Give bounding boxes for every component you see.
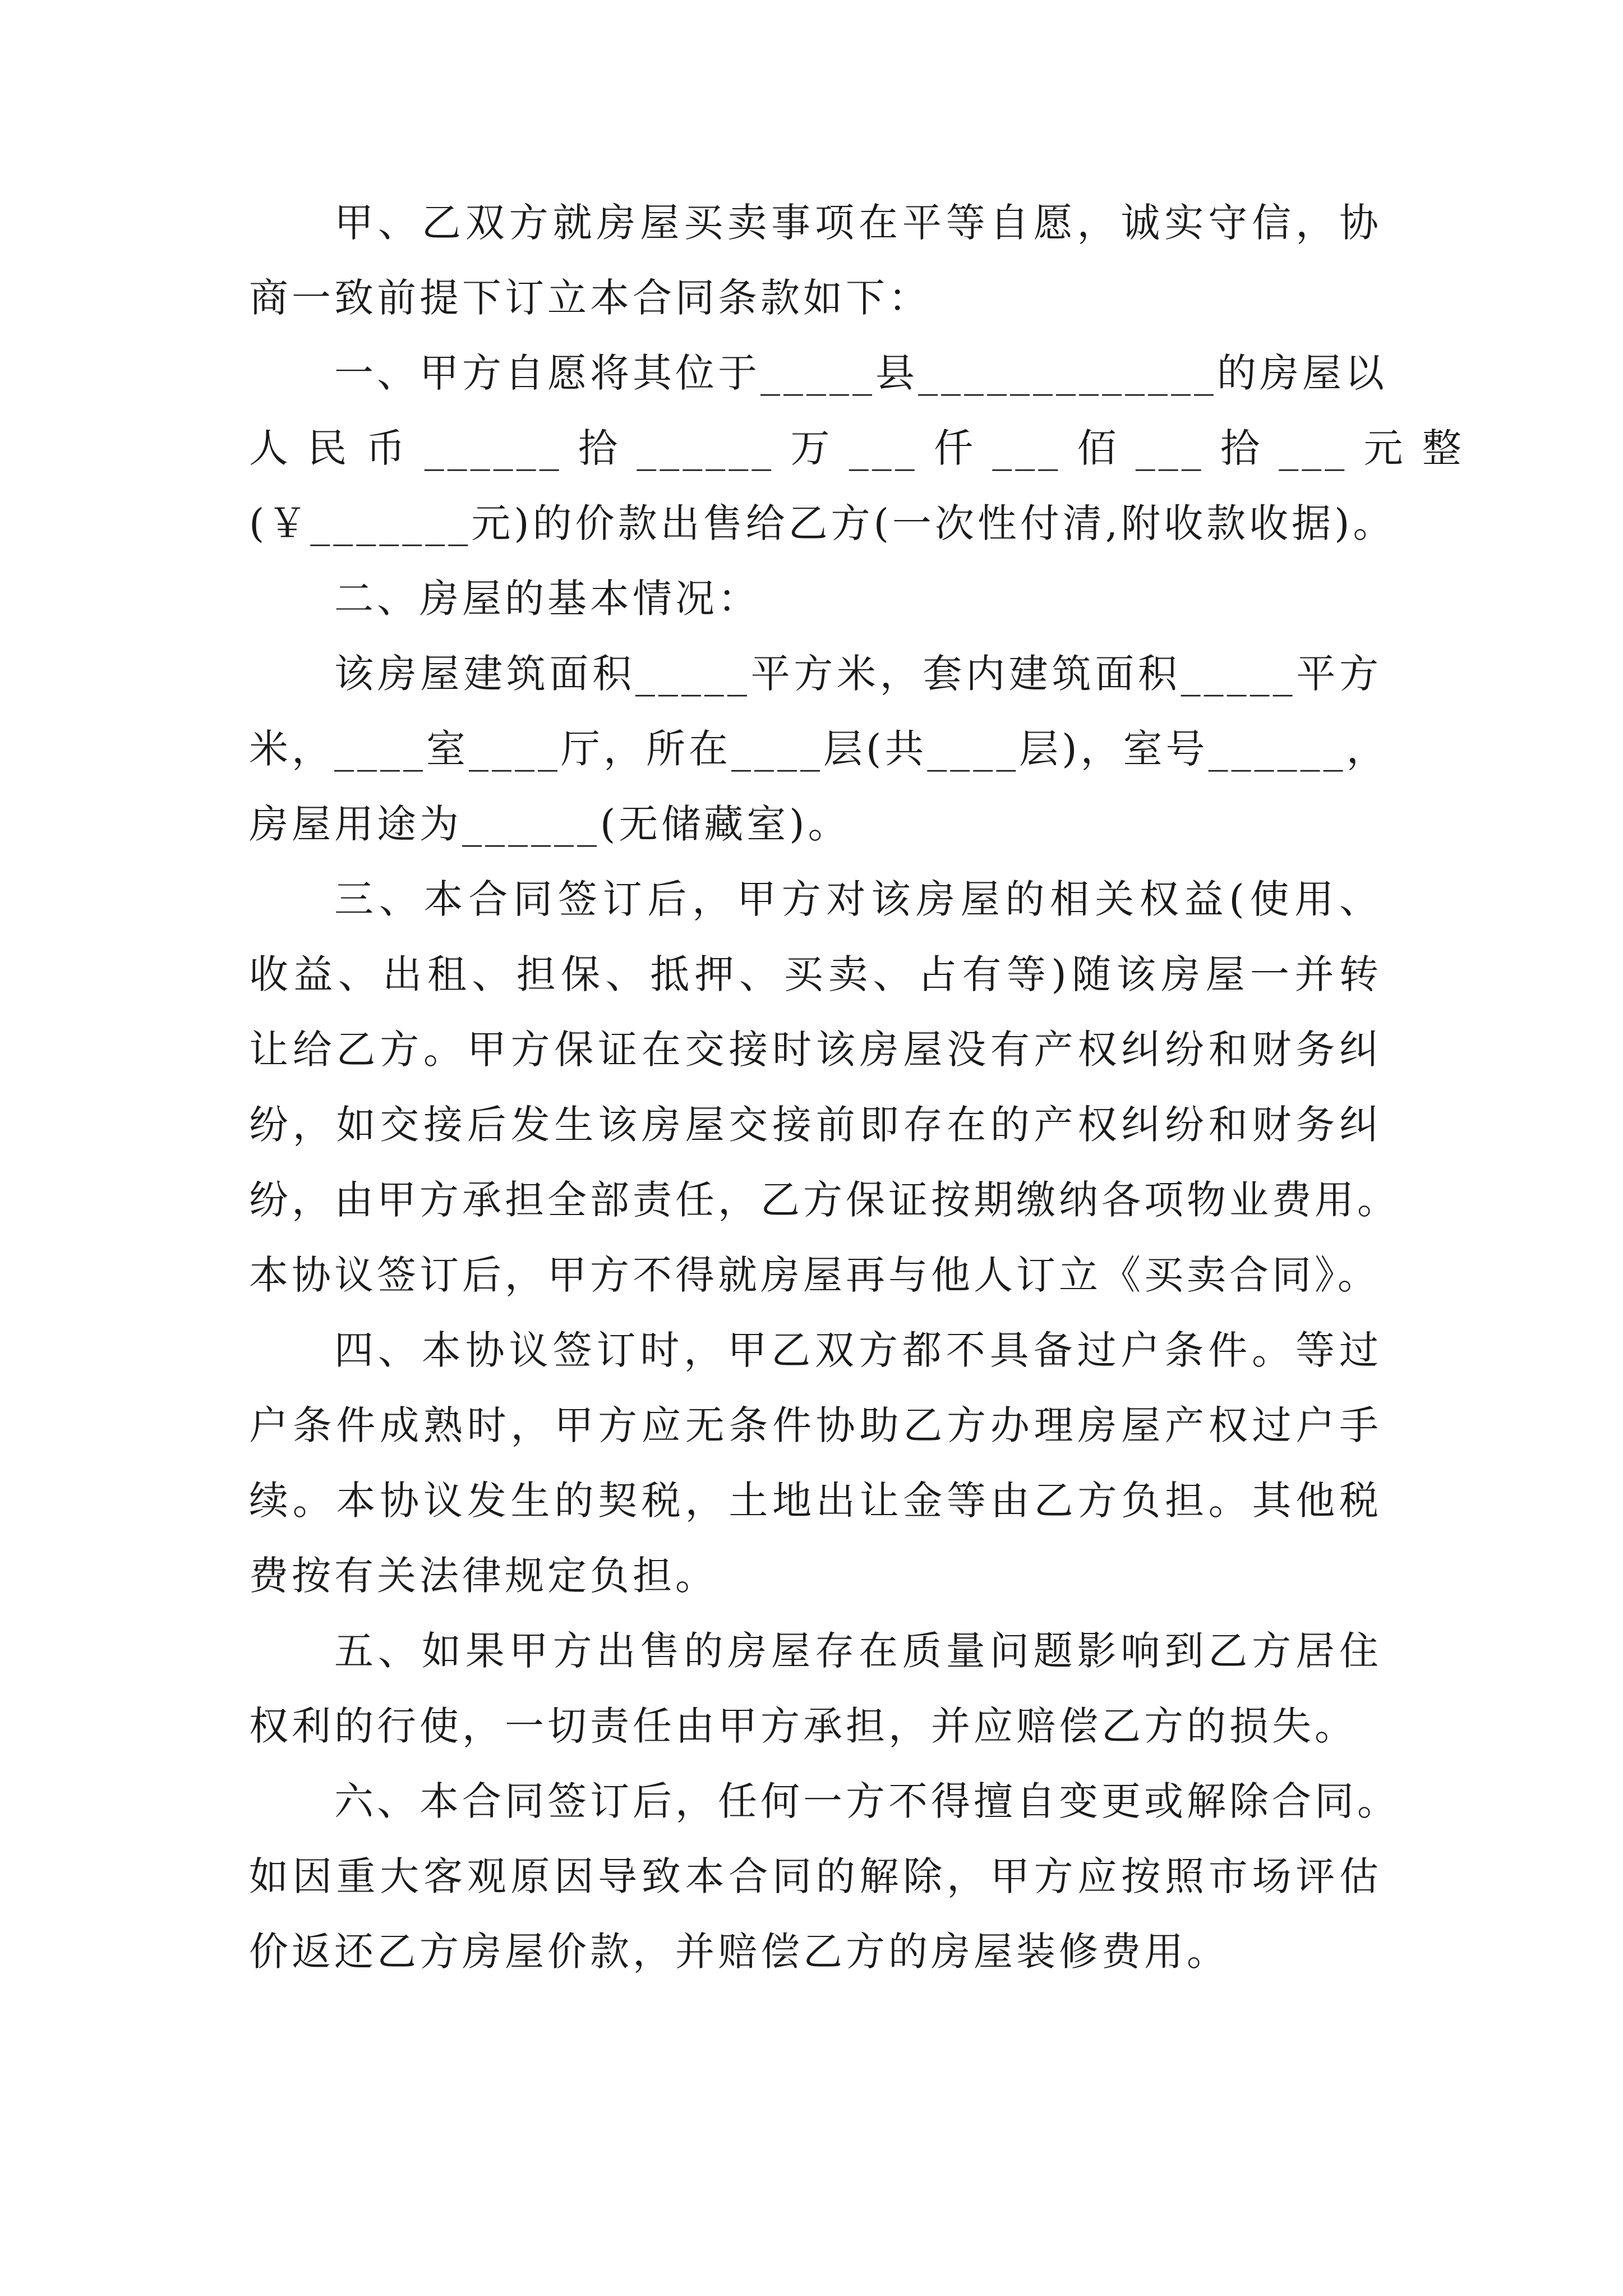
text-line: 六、本合同签订后，任何一方不得擅自变更或解除合同。: [334, 1778, 1400, 1824]
text-line: 权利的行使，一切责任由甲方承担，并应赔偿乙方的损失。: [249, 1703, 1357, 1749]
text-line: 甲、乙双方就房屋买卖事项在平等自愿，诚实守信，协: [334, 200, 1382, 246]
text-line: 三、本合同签订后，甲方对该房屋的相关权益(使用、: [334, 876, 1382, 922]
text-line: 房屋用途为______(无储藏室)。: [249, 801, 851, 847]
text-line: 续。本协议发生的契税，土地出让金等由乙方负担。其他税: [249, 1478, 1382, 1524]
text-line: 让给乙方。甲方保证在交接时该房屋没有产权纠纷和财务纠: [249, 1027, 1382, 1073]
text-line: 米，____室____厅，所在____层(共____层)，室号______，: [249, 726, 1389, 772]
contract-body: [249, 185, 1465, 1989]
text-line: 四、本协议签订时，甲乙双方都不具备过户条件。等过: [334, 1327, 1382, 1373]
text-line: 收益、出租、担保、抵押、买卖、占有等)随该房屋一并转: [249, 951, 1382, 997]
text-line: 五、如果甲方出售的房屋存在质量问题影响到乙方居住: [334, 1628, 1382, 1674]
text-line: 商一致前提下订立本合同条款如下：: [249, 275, 931, 321]
text-line: 价返还乙方房屋价款，并赔偿乙方的房屋装修费用。: [249, 1929, 1229, 1975]
text-line: 纷，如交接后发生该房屋交接前即存在的产权纠纷和财务纠: [249, 1102, 1382, 1148]
text-line: (￥_______元)的价款出售给乙方(一次性付清,附收款收据)。: [249, 500, 1396, 546]
text-line: 人 民 币 ______ 拾 ______ 万 ___ 仟 ___ 佰 ___ 拾 ___ 元 整: [249, 425, 1465, 471]
text-line: 该房屋建筑面积_____平方米，套内建筑面积_____平方: [334, 651, 1382, 697]
text-line: 一、甲方自愿将其位于_____县_____________的房屋以: [334, 350, 1387, 396]
text-line: 户条件成熟时，甲方应无条件协助乙方办理房屋产权过户手: [249, 1402, 1382, 1448]
text-line: 二、房屋的基本情况：: [334, 576, 760, 622]
text-line: 纷，由甲方承担全部责任，乙方保证按期缴纳各项物业费用。: [249, 1177, 1400, 1223]
text-line: 费按有关法律规定负担。: [249, 1553, 718, 1599]
text-line: 如因重大客观原因导致本合同的解除，甲方应按照市场评估: [249, 1853, 1382, 1899]
text-line: 本协议签订后，甲方不得就房屋再与他人订立《买卖合同》。: [249, 1252, 1380, 1298]
